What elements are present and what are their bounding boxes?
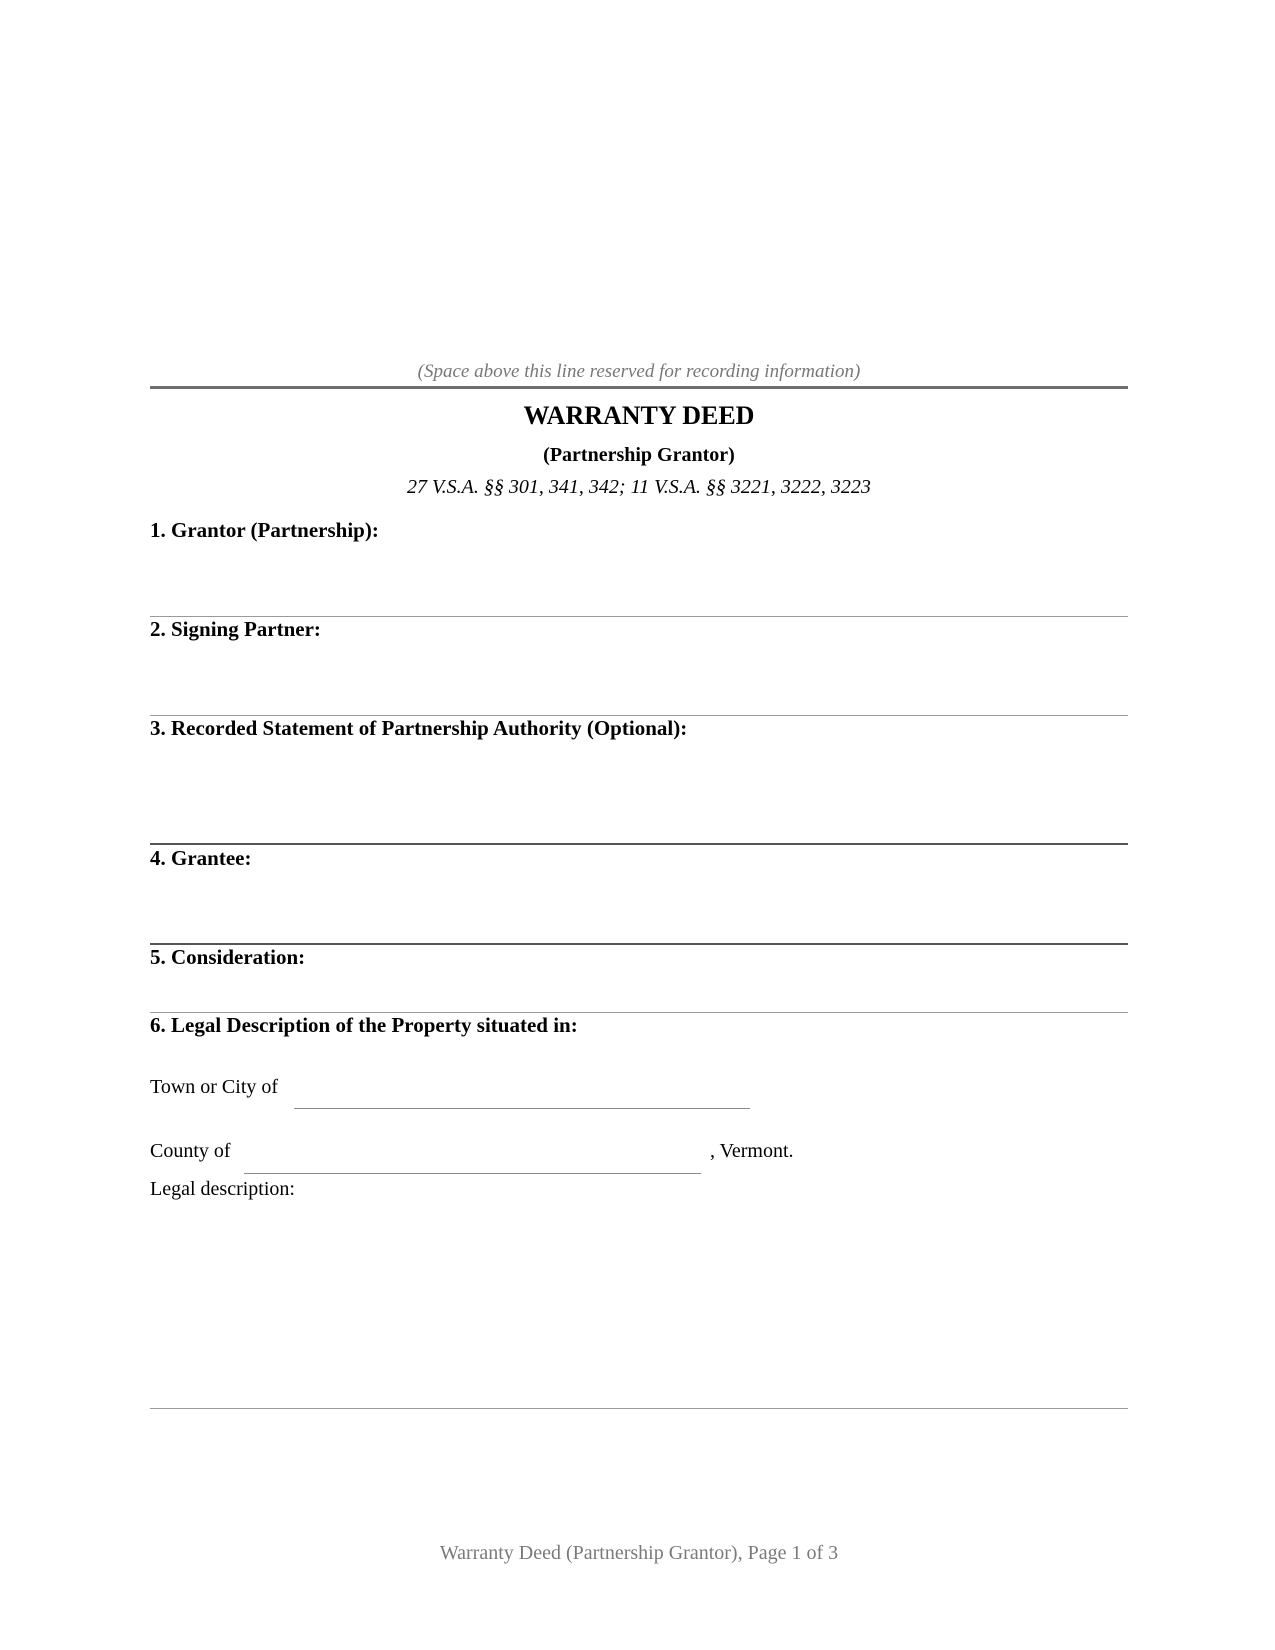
section-consideration-label: 5. Consideration:	[150, 945, 306, 969]
recording-space-note: (Space above this line reserved for recording information)	[417, 361, 861, 382]
section-grantor-label: 1. Grantor (Partnership):	[150, 518, 379, 542]
legal-description-label: Legal description:	[150, 1178, 295, 1200]
town-input-line[interactable]	[294, 1108, 750, 1109]
statute-citation: 27 V.S.A. §§ 301, 341, 342; 11 V.S.A. §§ 3221, 3222, 3223	[407, 476, 871, 498]
state-suffix: , Vermont.	[710, 1140, 794, 1162]
section-signing-partner-label: 2. Signing Partner:	[150, 617, 321, 641]
section-statement-of-authority-label: 3. Recorded Statement of Partnership Authority (Optional):	[150, 716, 688, 740]
document-subtitle: (Partnership Grantor)	[543, 444, 735, 466]
recording-divider	[150, 386, 1128, 389]
document-title: WARRANTY DEED	[523, 401, 755, 430]
section-legal-description-label: 6. Legal Description of the Property situated in:	[150, 1013, 578, 1037]
section-grantee-label: 4. Grantee:	[150, 846, 252, 870]
page-footer: Warranty Deed (Partnership Grantor), Page 1 of 3	[439, 1542, 839, 1564]
town-label: Town or City of	[150, 1076, 279, 1098]
county-input-line[interactable]	[244, 1173, 701, 1174]
legal-description-field-line[interactable]	[150, 1408, 1128, 1409]
statement-of-authority-field-line[interactable]	[150, 843, 1128, 845]
county-label: County of	[150, 1140, 231, 1162]
